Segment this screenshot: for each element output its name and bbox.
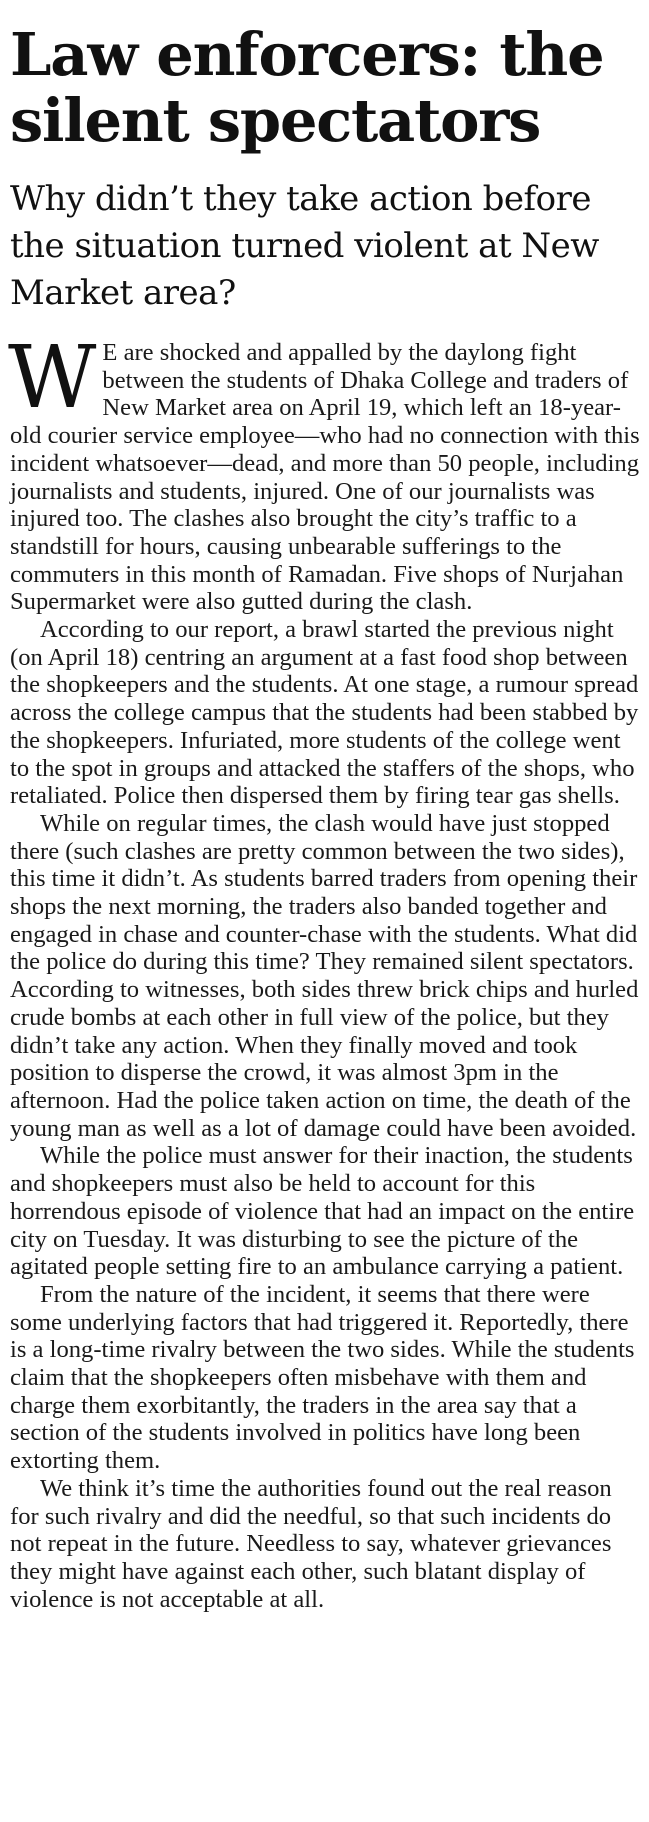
headline: Law enforcers: the silent spectators (10, 20, 604, 155)
body-paragraph-3: While on regular times, the clash would have just stopped there (such clashes are pretty common between the two sides), this time it didn’t. As students barred traders from opening their shops the next morning, the traders also banded together and engaged in chase and counter-chase with the students. What did the police do during this time? They remained silent spectators. According to witnesses, both sides threw brick chips and hurled crude bombs at each other in full view of the police, but they didn’t take any action. When they finally moved and took position to disperse the crowd, it was almost 3pm in the afternoon. Had the police taken action on time, the death of the young man as well as a lot of damage could have been avoided. (10, 809, 639, 1142)
body-paragraph-1 (8, 328, 640, 616)
subheadline: Why didn’t they take action before the situation turned violent at New Market area? (10, 179, 599, 313)
body-paragraph-4: While the police must answer for their inaction, the students and shopkeepers must also be held to account for this horrendous episode of violence that had an impact on the entire city on Tuesday. It was disturbing to see the picture of the agitated people setting fire to an ambulance carrying a patient. (10, 1142, 635, 1281)
body-paragraph-1-text: E are shocked and appalled by the daylong fight between the students of Dhaka College and traders of New Market area on April 19, which left an 18-year-old courier service employee—who had no connection with this incident whatsoever—dead, and more than 50 people, including journalists and students, injured. One of our journalists was injured too. The clashes also brought the city’s traffic to a standstill for hours, causing unbearable sufferings to the commuters in this month of Ramadan. Five shops of Nurjahan Supermarket were also gutted during the clash. (10, 339, 640, 616)
body-paragraph-2: According to our report, a brawl started the previous night (on April 18) centring an argument at a fast food shop between the shopkeepers and the students. At one stage, a rumour spread across the college campus that the students had been stabbed by the shopkeepers. Infuriated, more students of the college went to the spot in groups and attacked the staffers of the shops, who retaliated. Police then dispersed them by firing tear gas shells. (10, 616, 639, 810)
drop-cap: W (8, 328, 97, 428)
body-paragraph-6: We think it’s time the authorities found out the real reason for such rivalry and did the needful, so that such incidents do not repeat in the future. Needless to say, whatever grievances they might have against each other, such blatant display of violence is not acceptable at all. (10, 1474, 612, 1613)
body-paragraph-5: From the nature of the incident, it seems that there were some underlying factors that had triggered it. Reportedly, there is a long-time rivalry between the two sides. While the students claim that the shopkeepers often misbehave with them and charge them exorbitantly, the traders in the area say that a section of the students involved in politics have long been extorting them. (10, 1280, 635, 1475)
editorial-article (10, 22, 640, 1613)
article-body (8, 328, 640, 1613)
